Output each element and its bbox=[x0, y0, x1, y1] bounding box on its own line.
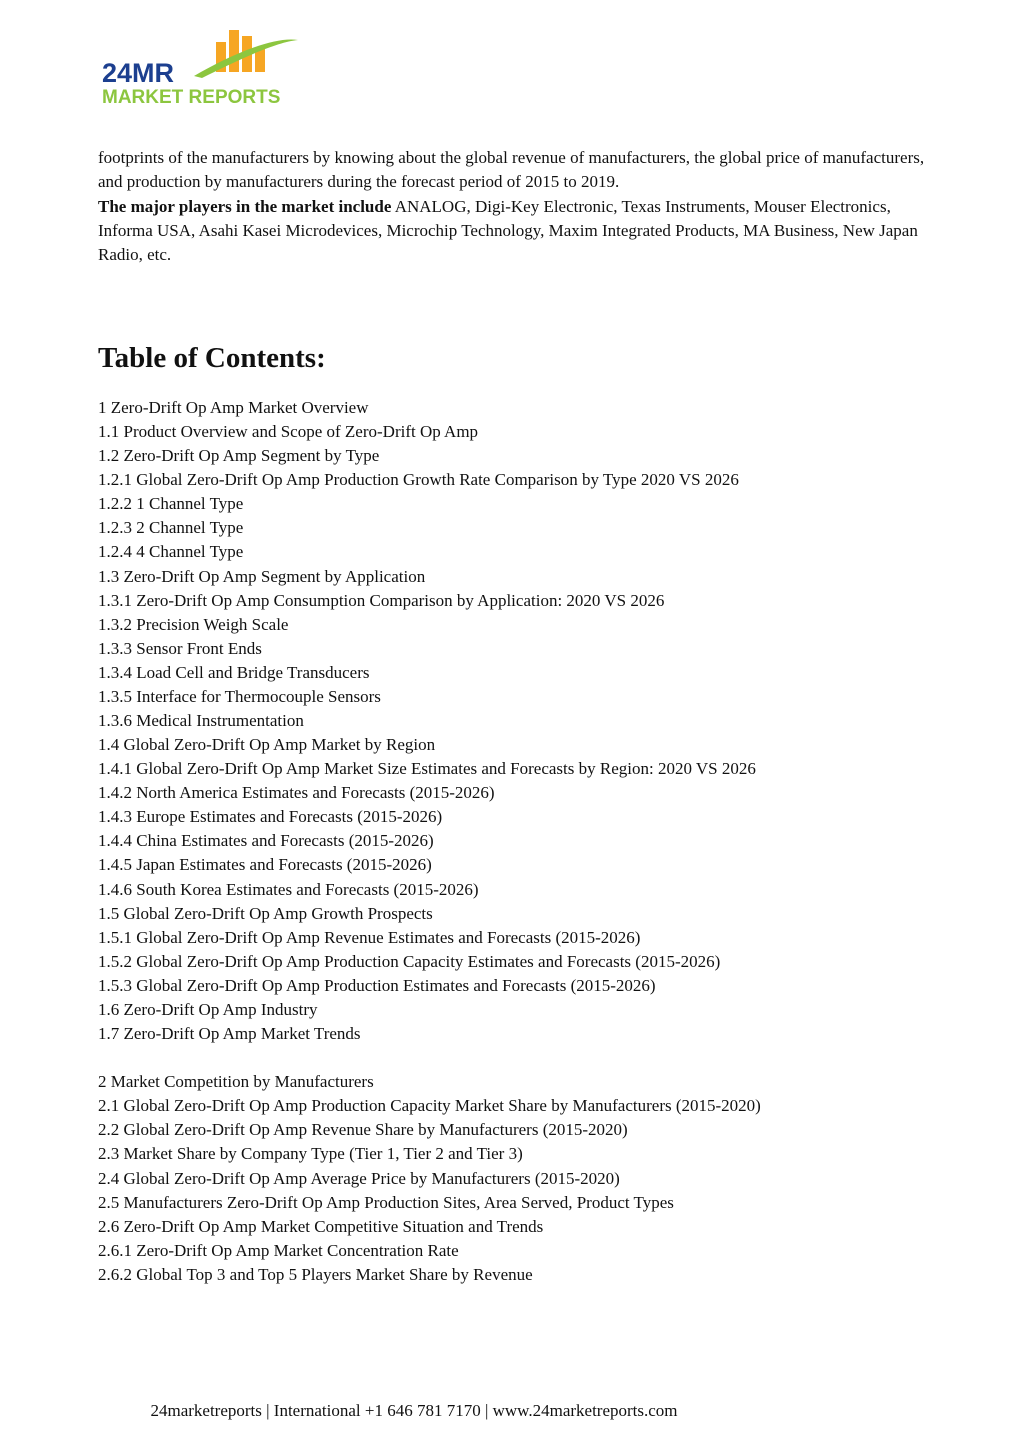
page-footer: 24marketreports | International +1 646 781 7170 | www.24marketreports.com bbox=[150, 1401, 678, 1420]
toc-item: 1.3.5 Interface for Thermocouple Sensors bbox=[98, 686, 381, 706]
toc-heading: Table of Contents: bbox=[98, 342, 326, 374]
toc-item: 1.4.6 South Korea Estimates and Forecasts (2015-2026) bbox=[98, 879, 479, 899]
toc-item: 1.4.2 North America Estimates and Forecasts (2015-2026) bbox=[98, 783, 495, 803]
toc-item: 1.3.1 Zero-Drift Op Amp Consumption Comparison by Application: 2020 VS 2026 bbox=[98, 590, 665, 610]
intro-paragraph: footprints of the manufacturers by knowing about the global revenue of manufacturers, the global price of manufacturers, and production by manufacturers during the forecast period of 2015 to 2019. bbox=[98, 148, 925, 192]
toc-item: 1.3.2 Precision Weigh Scale bbox=[98, 614, 289, 634]
toc-item: 2.6.1 Zero-Drift Op Amp Market Concentration Rate bbox=[98, 1240, 459, 1260]
logo-graphic bbox=[98, 26, 308, 110]
toc-item: 1.6 Zero-Drift Op Amp Industry bbox=[98, 999, 318, 1019]
logo-text: MARKET REPORTS bbox=[102, 87, 281, 108]
toc-item: 1.3.6 Medical Instrumentation bbox=[98, 711, 304, 731]
toc-item: 1.2 Zero-Drift Op Amp Segment by Type bbox=[98, 446, 380, 466]
toc-item: 1.2.3 2 Channel Type bbox=[98, 518, 244, 538]
toc-item: 2.6 Zero-Drift Op Amp Market Competitive Situation and Trends bbox=[98, 1216, 544, 1236]
players-label: The major players in the market include bbox=[98, 196, 392, 216]
company-logo bbox=[98, 26, 308, 110]
logo-number: 24MR bbox=[102, 58, 175, 88]
toc-item: 1.4.5 Japan Estimates and Forecasts (2015-2026) bbox=[98, 855, 432, 875]
toc-item: 1.5.3 Global Zero-Drift Op Amp Production Estimates and Forecasts (2015-2026) bbox=[98, 975, 656, 995]
toc-item: 2.2 Global Zero-Drift Op Amp Revenue Share by Manufacturers (2015-2020) bbox=[98, 1120, 628, 1140]
toc-item: 1.5 Global Zero-Drift Op Amp Growth Prospects bbox=[98, 903, 433, 923]
toc-item: 2 Market Competition by Manufacturers bbox=[98, 1072, 374, 1092]
toc-item: 1.5.1 Global Zero-Drift Op Amp Revenue Estimates and Forecasts (2015-2026) bbox=[98, 927, 641, 947]
toc-item: 1.4.3 Europe Estimates and Forecasts (2015-2026) bbox=[98, 807, 443, 827]
toc-item: 1.2.1 Global Zero-Drift Op Amp Production Growth Rate Comparison by Type 2020 VS 2026 bbox=[98, 470, 739, 490]
toc-item: 1.3 Zero-Drift Op Amp Segment by Application bbox=[98, 566, 426, 586]
logo-bar bbox=[229, 30, 239, 72]
toc-item: 2.5 Manufacturers Zero-Drift Op Amp Production Sites, Area Served, Product Types bbox=[98, 1192, 674, 1212]
toc-item: 1.4 Global Zero-Drift Op Amp Market by Region bbox=[98, 735, 436, 755]
toc-item: 2.3 Market Share by Company Type (Tier 1, Tier 2 and Tier 3) bbox=[98, 1144, 523, 1164]
toc-item: 2.4 Global Zero-Drift Op Amp Average Price by Manufacturers (2015-2020) bbox=[98, 1168, 620, 1188]
toc-item: 1 Zero-Drift Op Amp Market Overview bbox=[98, 398, 369, 417]
toc-item: 2.6.2 Global Top 3 and Top 5 Players Market Share by Revenue bbox=[98, 1264, 533, 1284]
toc-group bbox=[98, 396, 958, 1046]
toc-item: 1.5.2 Global Zero-Drift Op Amp Production Capacity Estimates and Forecasts (2015-2026) bbox=[98, 951, 721, 971]
intro-section bbox=[98, 146, 928, 267]
toc-item: 2.1 Global Zero-Drift Op Amp Production Capacity Market Share by Manufacturers (2015-2020) bbox=[98, 1096, 761, 1116]
toc-item: 1.3.3 Sensor Front Ends bbox=[98, 638, 262, 658]
toc-item: 1.2.2 1 Channel Type bbox=[98, 494, 244, 514]
toc-item: 1.4.1 Global Zero-Drift Op Amp Market Size Estimates and Forecasts by Region: 2020 VS 2026 bbox=[98, 759, 756, 779]
toc-item: 1.7 Zero-Drift Op Amp Market Trends bbox=[98, 1024, 361, 1044]
toc-item: 1.4.4 China Estimates and Forecasts (2015-2026) bbox=[98, 831, 434, 851]
table-of-contents bbox=[98, 396, 958, 1311]
toc-group bbox=[98, 1070, 958, 1287]
players-paragraph bbox=[98, 195, 928, 268]
toc-item: 1.3.4 Load Cell and Bridge Transducers bbox=[98, 662, 370, 682]
toc-item: 1.2.4 4 Channel Type bbox=[98, 542, 244, 562]
players-list: ANALOG, Digi-Key Electronic, Texas Instruments, Mouser Electronics, Informa USA, Asahi Kasei Microdevices, Microchip Technology, Maxim Integrated Products, MA Business, New Japan Radio, etc. bbox=[98, 196, 918, 265]
toc-item: 1.1 Product Overview and Scope of Zero-Drift Op Amp bbox=[98, 422, 479, 442]
